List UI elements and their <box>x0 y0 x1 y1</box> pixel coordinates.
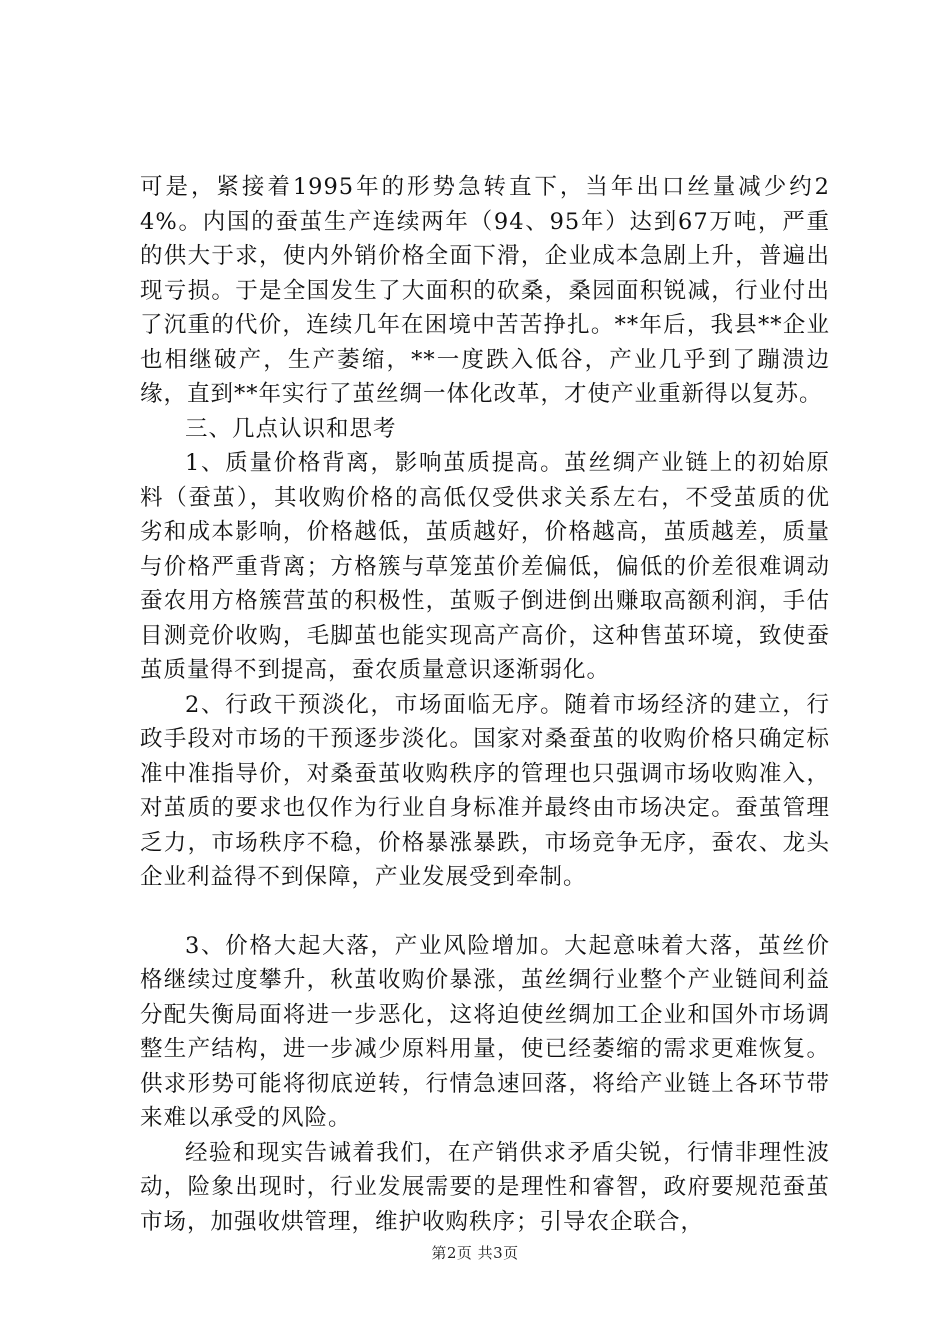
section-heading: 三、几点认识和思考 <box>185 415 397 442</box>
paragraph-background: 可是，紧接着1995年的形势急转直下，当年出口丝量减少约24%。内国的蚕茧生产连续两年（94、95年）达到67万吨，严重的供大于求，使内外销价格全面下滑，企业成本急剧上升，普遍出现亏损。于是全国发生了大面积的砍桑，桑园面积锐减，行业付出了沉重的代价，连续几年在困境中苦苦挣扎。**年后，我县**企业也相继破产，生产萎缩，**一度跌入低谷，产业几乎到了蹦溃边缘，直到**年实行了茧丝绸一体化改革，才使产业重新得以复苏。 <box>140 174 830 407</box>
paragraph-point-3: 3、价格大起大落，产业风险增加。大起意味着大落，茧丝价格继续过度攀升，秋茧收购价暴涨，茧丝绸行业整个产业链间利益分配失衡局面将进一步恶化，这将迫使丝绸加工企业和国外市场调整生产结构，进一步减少原料用量，使已经萎缩的需求更难恢复。供求形势可能将彻底逆转，行情急速回落，将给产业链上各环节带来难以承受的风险。 <box>140 932 830 1131</box>
page-number-footer: 第2页 共3页 <box>431 1244 519 1262</box>
paragraph-spacer <box>140 895 830 929</box>
paragraph-conclusion: 经验和现实告诫着我们，在产销供求矛盾尖锐，行情非理性波动，险象出现时，行业发展需要的是理性和睿智，政府要规范蚕茧市场，加强收烘管理，维护收购秩序；引导农企联合， <box>140 1139 830 1235</box>
paragraph-point-1: 1、质量价格背离，影响茧质提高。茧丝绸产业链上的初始原料（蚕茧），其收购价格的高低仅受供求关系左右，不受茧质的优劣和成本影响，价格越低，茧质越好，价格越高，茧质越差，质量与价格严重背离；方格簇与草笼茧价差偏低，偏低的价差很难调动蚕农用方格簇营茧的积极性，茧贩子倒进倒出赚取高额利润，手估目测竞价收购，毛脚茧也能实现高产高价，这种售茧环境，致使蚕茧质量得不到提高，蚕农质量意识逐渐弱化。 <box>140 450 830 683</box>
paragraph-point-2: 2、行政干预淡化，市场面临无序。随着市场经济的建立，行政手段对市场的干预逐步淡化。国家对桑蚕茧的收购价格只确定标准中准指导价，对桑蚕茧收购秩序的管理也只强调市场收购准入，对茧质的要求也仅作为行业自身标准并最终由市场决定。蚕茧管理乏力，市场秩序不稳，价格暴涨暴跌，市场竞争无序，蚕农、龙头企业利益得不到保障，产业发展受到牵制。 <box>140 691 830 890</box>
document-body <box>140 170 830 1239</box>
